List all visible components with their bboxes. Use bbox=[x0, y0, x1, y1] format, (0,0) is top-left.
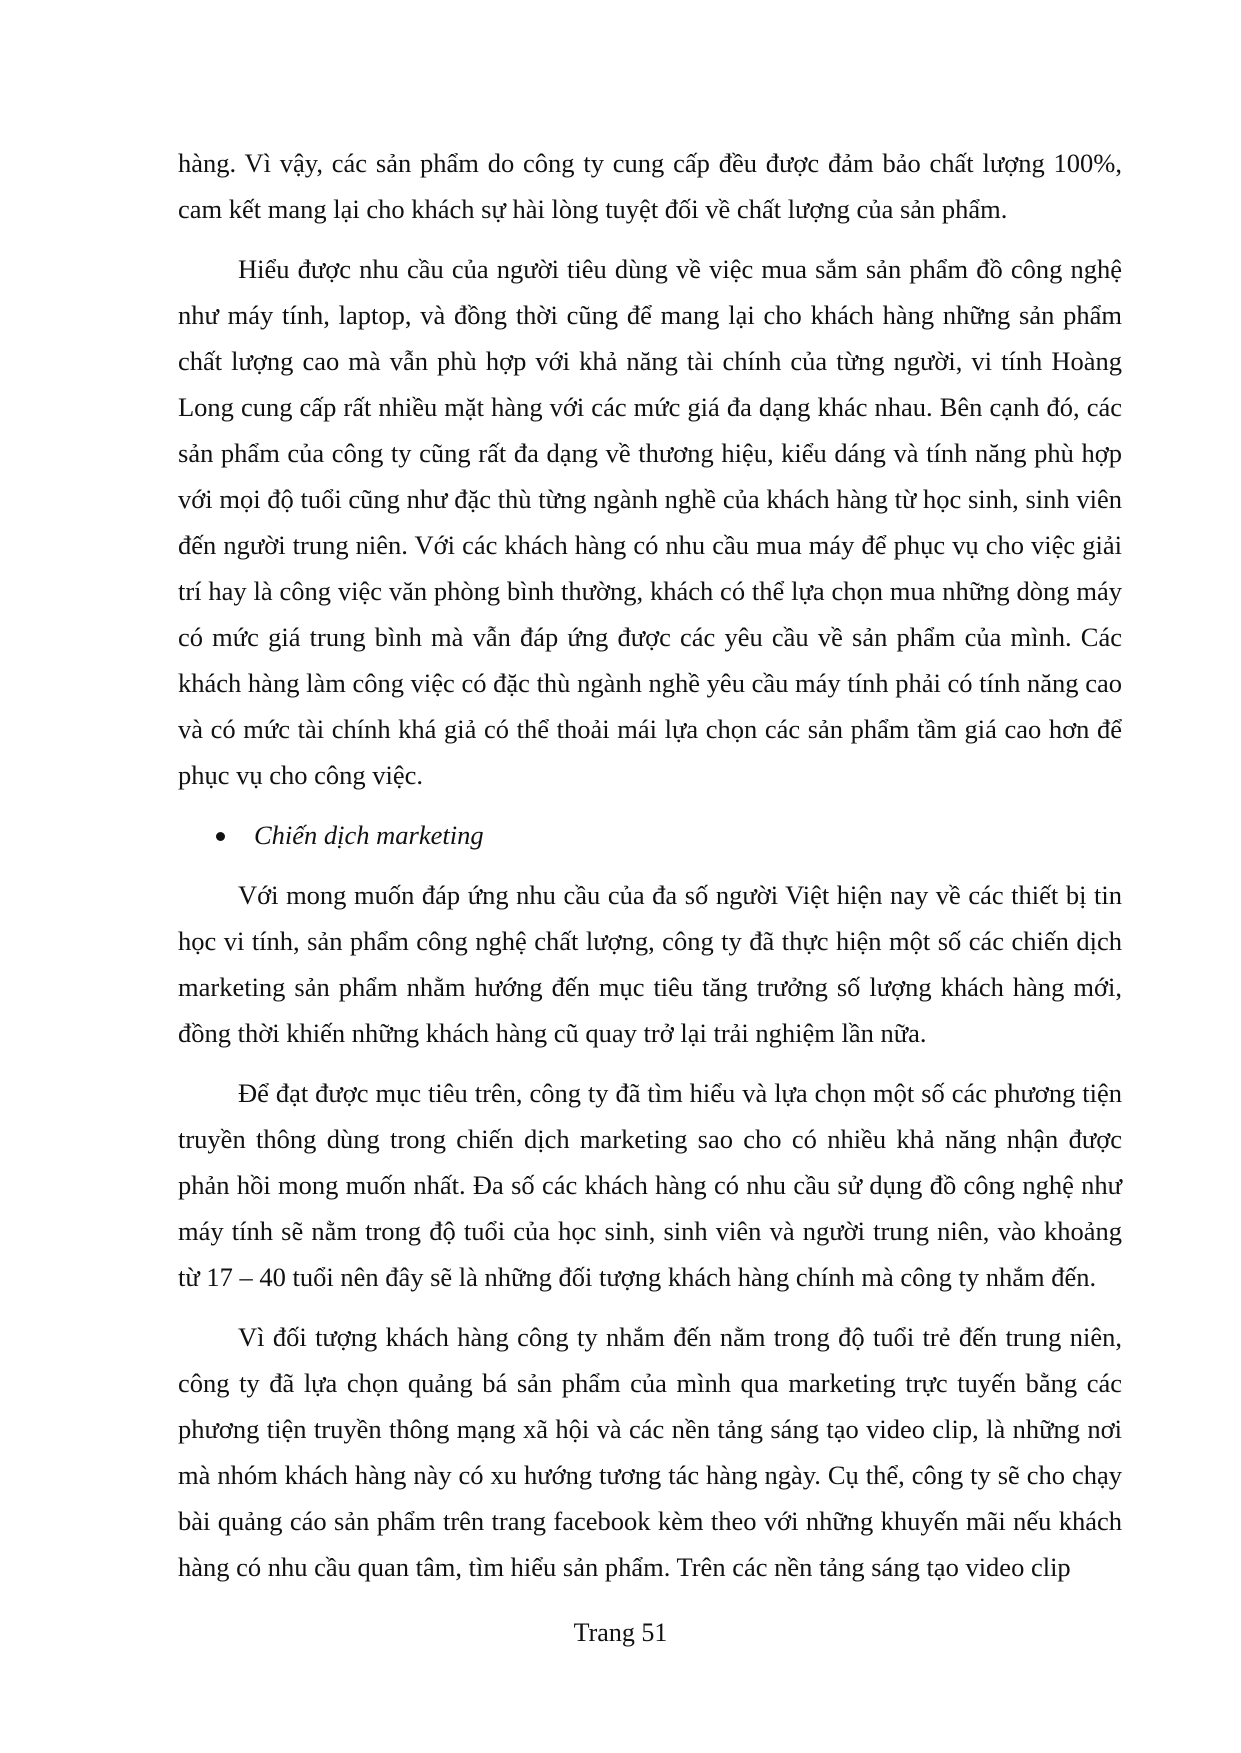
bullet-icon bbox=[216, 832, 225, 841]
paragraph-gap bbox=[178, 1056, 1122, 1070]
paragraph-media-choice: Để đạt được mục tiêu trên, công ty đã tìm hiểu và lựa chọn một số các phương tiện truyền thông dùng trong chiến dịch marketing sao cho có nhiều khả năng nhận được phản hồi mong muốn nhất. Đa số các khách hàng có nhu cầu sử dụng đồ công nghệ như máy tính sẽ nằm trong độ tuổi của học sinh, sinh viên và người trung niên, vào khoảng từ 17 – 40 tuổi nên đây sẽ là những đối tượng khách hàng chính mà công ty nhắm đến. bbox=[178, 1078, 1122, 1292]
document-body bbox=[178, 140, 1122, 1590]
section-bullet-heading bbox=[178, 812, 1122, 858]
paragraph-consumer-needs: Hiểu được nhu cầu của người tiêu dùng về việc mua sắm sản phẩm đồ công nghệ như máy tính, laptop, và đồng thời cũng để mang lại cho khách hàng những sản phẩm chất lượng cao mà vẫn phù hợp với khả năng tài chính của từng người, vi tính Hoàng Long cung cấp rất nhiều mặt hàng với các mức giá đa dạng khác nhau. Bên cạnh đó, các sản phẩm của công ty cũng rất đa dạng về thương hiệu, kiểu dáng và tính năng phù hợp với mọi độ tuổi cũng như đặc thù từng ngành nghề của khách hàng từ học sinh, sinh viên đến người trung niên. Với các khách hàng có nhu cầu mua máy để phục vụ cho việc giải trí hay là công việc văn phòng bình thường, khách có thể lựa chọn mua những dòng máy có mức giá trung bình mà vẫn đáp ứng được các yêu cầu về sản phẩm của mình. Các khách hàng làm công việc có đặc thù ngành nghề yêu cầu máy tính phải có tính năng cao và có mức tài chính khá giả có thể thoải mái lựa chọn các sản phẩm tầm giá cao hơn để phục vụ cho công việc. bbox=[178, 254, 1122, 790]
paragraph-gap bbox=[178, 798, 1122, 812]
paragraph-continued: hàng. Vì vậy, các sản phẩm do công ty cung cấp đều được đảm bảo chất lượng 100%, cam kết mang lại cho khách sự hài lòng tuyệt đối về chất lượng của sản phẩm. bbox=[178, 148, 1122, 224]
page-number: Trang 51 bbox=[573, 1618, 668, 1647]
paragraph-online-marketing: Vì đối tượng khách hàng công ty nhắm đến nằm trong độ tuổi trẻ đến trung niên, công ty đã lựa chọn quảng bá sản phẩm của mình qua marketing trực tuyến bằng các phương tiện truyền thông mạng xã hội và các nền tảng sáng tạo video clip, là những nơi mà nhóm khách hàng này có xu hướng tương tác hàng ngày. Cụ thể, công ty sẽ cho chạy bài quảng cáo sản phẩm trên trang facebook kèm theo với những khuyến mãi nếu khách hàng có nhu cầu quan tâm, tìm hiểu sản phẩm. Trên các nền tảng sáng tạo video clip bbox=[178, 1322, 1122, 1582]
paragraph-gap bbox=[178, 858, 1122, 872]
paragraph-marketing-goal: Với mong muốn đáp ứng nhu cầu của đa số người Việt hiện nay về các thiết bị tin học vi tính, sản phẩm công nghệ chất lượng, công ty đã thực hiện một số các chiến dịch marketing sản phẩm nhằm hướng đến mục tiêu tăng trưởng số lượng khách hàng mới, đồng thời khiến những khách hàng cũ quay trở lại trải nghiệm lần nữa. bbox=[178, 880, 1122, 1048]
paragraph-gap bbox=[178, 1300, 1122, 1314]
paragraph-gap bbox=[178, 232, 1122, 246]
bullet-heading-text: Chiến dịch marketing bbox=[254, 820, 484, 850]
